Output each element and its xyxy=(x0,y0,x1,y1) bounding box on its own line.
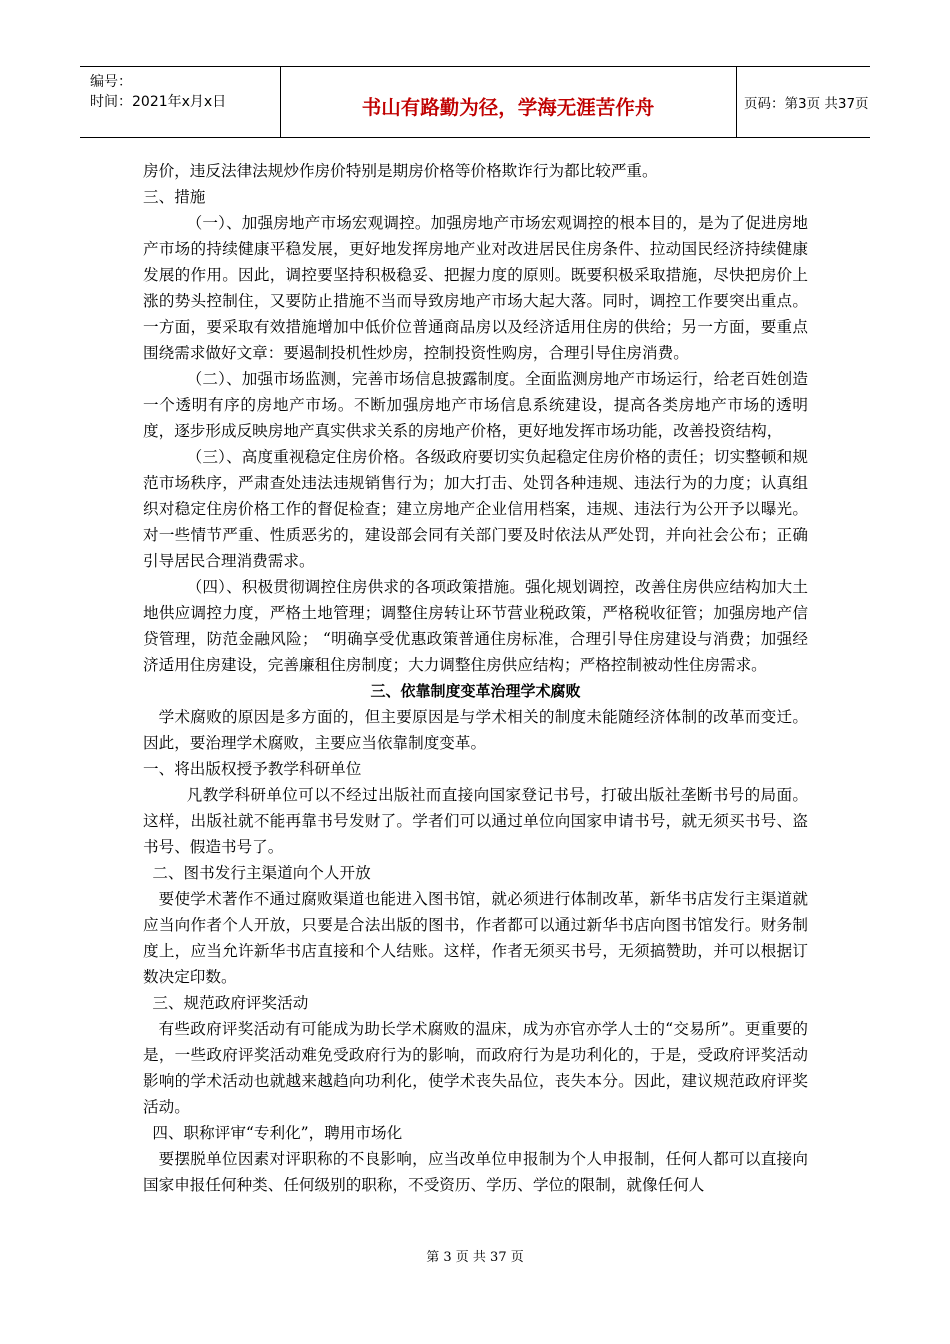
header-motto: 书山有路勤为径，学海无涯苦作舟 xyxy=(361,96,655,119)
page-header xyxy=(80,66,870,138)
body-paragraph: 凡教学科研单位可以不经过出版社而直接向国家登记书号，打破出版社垄断书号的局面。这样，出版社就不能再靠书号发财了。学者们可以通过单位向国家申请书号，就无须买书号、盗书号、假造书号了。 xyxy=(143,786,808,856)
body-paragraph: 有些政府评奖活动有可能成为助长学术腐败的温床，成为亦官亦学人士的“交易所”。更重要的是，一些政府评奖活动难免受政府行为的影响，而政府行为是功利化的，于是，受政府评奖活动影响的学术活动也就越来越趋向功利化，使学术丧失品位，丧失本分。因此，建议规范政府评奖活动。 xyxy=(143,1020,808,1116)
body-paragraph: 要摆脱单位因素对评职称的不良影响，应当改单位申报制为个人申报制，任何人都可以直接向国家申报任何种类、任何级别的职称，不受资历、学历、学位的限制，就像任何人 xyxy=(143,1150,808,1194)
body-paragraph: 要使学术著作不通过腐败渠道也能进入图书馆，就必须进行体制改革，新华书店发行主渠道就应当向作者个人开放，只要是合法出版的图书，作者都可以通过新华书店向图书馆发行。财务制度上，应当允许新华书店直接和个人结账。这样，作者无须买书号，无须搞赞助，并可以根据订数决定印数。 xyxy=(143,890,808,986)
body-paragraph: （三）、高度重视稳定住房价格。各级政府要切实负起稳定住房价格的责任；切实整顿和规范市场秩序，严肃查处违法违规销售行为；加大打击、处罚各种违规、违法行为的力度；认真组织对稳定住房价格工作的督促检查；建立房地产企业信用档案，违规、违法行为公开予以曝光。对一些情节严重、性质恶劣的，建设部会同有关部门要及时依法从严处罚，并向社会公布；正确引导居民合理消费需求。 xyxy=(143,448,808,570)
document-number-label: 编号： xyxy=(90,74,132,90)
document-body xyxy=(143,158,808,1198)
body-paragraph: 三、措施 xyxy=(143,188,206,206)
body-paragraph: （四）、积极贯彻调控住房供求的各项政策措施。强化规划调控，改善住房供应结构加大土地供应调控力度，严格土地管理；调整住房转让环节营业税政策，严格税收征管；加强房地产信贷管理，防范金融风险； “明确享受优惠政策普通住房标准，合理引导住房建设与消费；加强经济适用住房建设，完善廉租住房制度；大力调整住房供应结构；严格控制被动性住房需求。 xyxy=(143,578,808,674)
body-paragraph: （二）、加强市场监测，完善市场信息披露制度。全面监测房地产市场运行，给老百姓创造一个透明有序的房地产市场。不断加强房地产市场信息系统建设，提高各类房地产市场的透明度，逐步形成反映房地产真实供求关系的房地产价格，更好地发挥市场功能，改善投资结构， xyxy=(143,370,808,440)
body-paragraph: 学术腐败的原因是多方面的，但主要原因是与学术相关的制度未能随经济体制的改革而变迁。因此，要治理学术腐败，主要应当依靠制度变革。 xyxy=(143,708,808,752)
header-motto-cell xyxy=(280,67,737,137)
body-paragraph: 房价，违反法律法规炒作房价特别是期房价格等价格欺诈行为都比较严重。 xyxy=(143,162,658,180)
body-paragraph: 三、规范政府评奖活动 xyxy=(152,994,309,1012)
body-paragraph: 四、职称评审“专利化”，聘用市场化 xyxy=(152,1124,403,1142)
body-paragraph: 二、图书发行主渠道向个人开放 xyxy=(152,864,371,882)
section-title: 三、依靠制度变革治理学术腐败 xyxy=(370,682,581,700)
header-meta xyxy=(80,67,281,137)
body-paragraph: （一）、加强房地产市场宏观调控。加强房地产市场宏观调控的根本目的，是为了促进房地产市场的持续健康平稳发展，更好地发挥房地产业对改进居民住房条件、拉动国民经济持续健康发展的作用。因此，调控要坚持积极稳妥、把握力度的原则。既要积极采取措施，尽快把房价上涨的势头控制住，又要防止措施不当而导致房地产市场大起大落。同时，调控工作要突出重点。一方面，要采取有效措施增加中低价位普通商品房以及经济适用住房的供给；另一方面，要重点围绕需求做好文章：要遏制投机性炒房，控制投资性购房，合理引导住房消费。 xyxy=(143,214,808,362)
header-page-info: 页码：第3页 共37页 xyxy=(744,96,869,112)
document-date-label: 时间：2021年x月x日 xyxy=(90,94,227,110)
body-paragraph: 一、将出版权授予教学科研单位 xyxy=(143,760,362,778)
page-footer: 第 3 页 共 37 页 xyxy=(426,1250,524,1265)
